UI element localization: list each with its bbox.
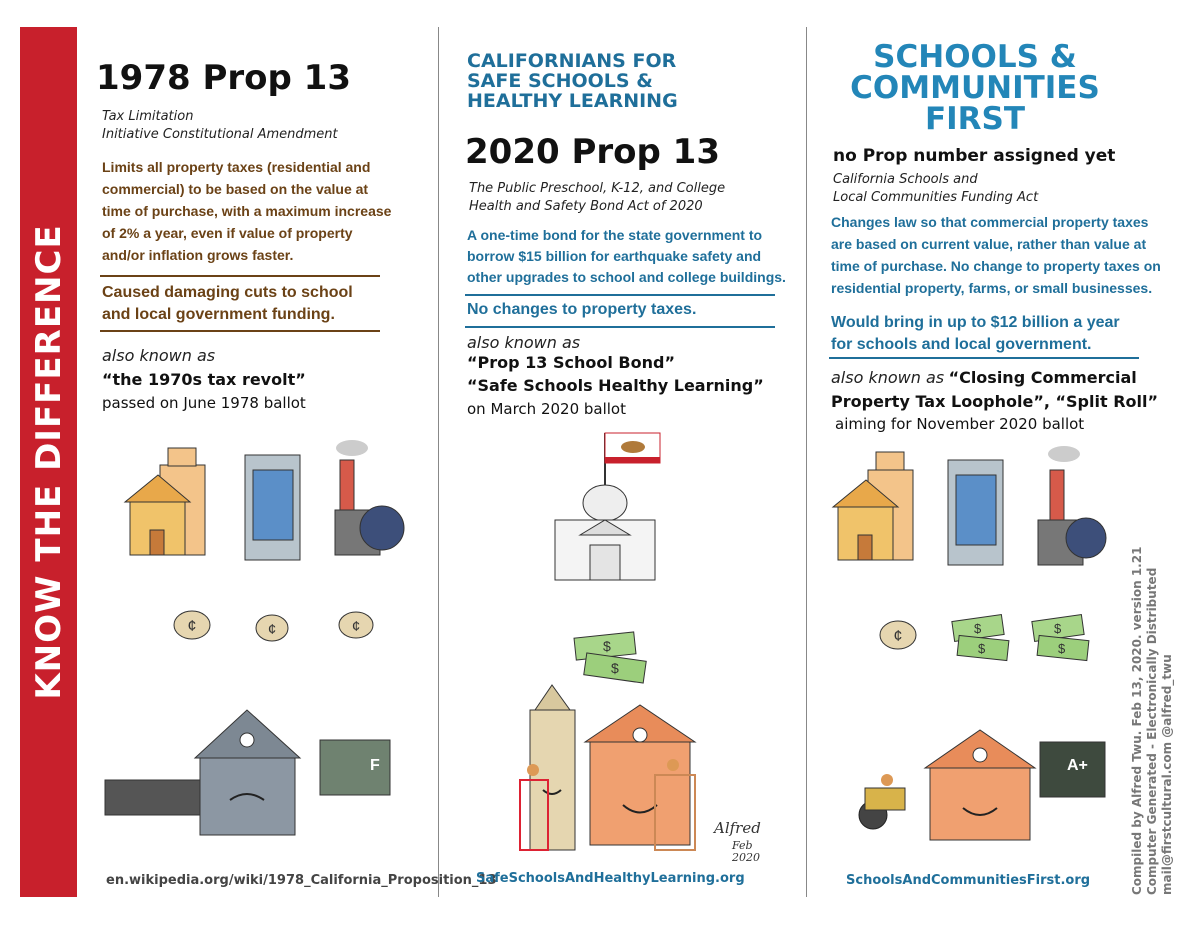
col2-description	[467, 225, 786, 288]
col2-org-line: HEALTHY LEARNING	[467, 90, 678, 112]
col3-ballot: aiming for November 2020 ballot	[835, 415, 1085, 433]
col2-subtitle-line1: The Public Preschool, K-12, and College	[469, 181, 726, 196]
col1-sad-school-illustration	[100, 700, 400, 850]
col3-org-line: COMMUNITIES	[850, 70, 1100, 106]
col3-title: no Prop number assigned yet	[833, 146, 1116, 166]
col3-aka-name1: “Closing Commercial	[948, 368, 1137, 387]
office-tower-icon	[948, 460, 1003, 565]
col3-effect-line: for schools and local government.	[831, 336, 1092, 353]
col1-title: 1978 Prop 13	[96, 58, 351, 98]
column-divider-2	[806, 27, 807, 897]
col2-desc-line: borrow $15 billion for earthquake safety and	[467, 248, 762, 264]
col3-aka-label: also known as	[831, 368, 945, 387]
col2-url-link[interactable]: SafeSchoolsAndHealthyLearning.org	[476, 871, 745, 886]
svg-text:Alfred: Alfred	[714, 819, 761, 837]
col3-org-name	[825, 39, 1125, 137]
svg-text:¢: ¢	[893, 628, 903, 645]
col2-aka-label: also known as	[467, 333, 581, 352]
california-flag-icon	[605, 433, 660, 485]
col1-aka-label: also known as	[102, 346, 216, 365]
coin-icon	[174, 611, 210, 639]
col1-desc-line: Limits all property taxes (residential and	[102, 159, 371, 175]
col3-subtitle	[833, 171, 1038, 207]
svg-text:$: $	[611, 660, 619, 676]
col2-org-line: CALIFORNIANS FOR	[467, 50, 677, 72]
col1-subtitle-line2: Initiative Constitutional Amendment	[102, 127, 338, 142]
col2-rule-top	[465, 294, 775, 296]
cash-bills-icon	[574, 632, 646, 683]
svg-text:A+: A+	[1067, 757, 1088, 774]
col1-desc-line: time of purchase, with a maximum increase	[102, 203, 392, 219]
svg-text:$: $	[978, 641, 986, 656]
col2-desc-line: other upgrades to school and college buildings.	[467, 269, 786, 285]
svg-text:F: F	[370, 757, 380, 774]
col3-subtitle-line2: Local Communities Funding Act	[833, 190, 1039, 205]
credits-block	[1130, 547, 1175, 895]
road-roller-icon	[859, 774, 905, 829]
happy-school-icon	[925, 730, 1035, 840]
col2-aka-name2: “Safe Schools Healthy Learning”	[467, 376, 764, 395]
col3-org-line: SCHOOLS &	[873, 39, 1077, 75]
col1-url-link[interactable]: en.wikipedia.org/wiki/1978_California_Proposition_13	[106, 873, 497, 888]
col2-aka-name1: “Prop 13 School Bond”	[467, 353, 675, 372]
col3-subtitle-line1: California Schools and	[833, 172, 978, 187]
side-banner-text: KNOW THE DIFFERENCE	[28, 224, 69, 700]
col1-effect	[102, 282, 353, 326]
col2-desc-line: A one-time bond for the state government to	[467, 227, 763, 243]
office-tower-icon	[245, 455, 300, 560]
coin-icon	[256, 615, 288, 641]
col3-buildings-illustration	[828, 440, 1108, 670]
col1-subtitle	[102, 108, 338, 144]
col3-desc-line: Changes law so that commercial property taxes	[831, 214, 1149, 230]
col1-desc-line: of 2% a year, even if value of property	[102, 225, 353, 241]
col2-org-line: SAFE SCHOOLS &	[467, 70, 653, 92]
col2-happy-school-illustration	[515, 680, 715, 860]
col1-desc-line: commercial) to be based on the value at	[102, 181, 369, 197]
col1-buildings-illustration	[120, 440, 410, 660]
col2-subtitle	[469, 180, 725, 216]
col1-aka-name: “the 1970s tax revolt”	[102, 370, 306, 389]
svg-text:¢: ¢	[267, 621, 277, 638]
col2-ballot: on March 2020 ballot	[467, 400, 626, 418]
svg-text:$: $	[974, 621, 982, 636]
col1-effect-line: Caused damaging cuts to school	[102, 284, 353, 301]
coin-icon	[880, 621, 916, 649]
chalkboard-icon	[1040, 742, 1105, 797]
col3-desc-line: residential property, farms, or small businesses.	[831, 280, 1153, 296]
credits-line: Compiled by Alfred Twu. Feb 13, 2020. version 1.21	[1130, 546, 1144, 895]
col2-effect: No changes to property taxes.	[467, 301, 697, 318]
cracked-road-icon	[105, 780, 205, 815]
col3-rule	[829, 357, 1139, 359]
column-divider-1	[438, 27, 439, 897]
col3-desc-line: time of purchase. No change to property taxes on	[831, 258, 1161, 274]
svg-text:¢: ¢	[351, 618, 361, 635]
factory-icon	[335, 440, 404, 555]
col2-signature	[712, 815, 772, 865]
svg-text:$: $	[1054, 621, 1062, 636]
col3-org-line: FIRST	[924, 101, 1026, 137]
col3-aka-line1	[831, 368, 1137, 388]
col2-rule-bottom	[465, 326, 775, 328]
col1-effect-line: and local government funding.	[102, 306, 335, 323]
col1-subtitle-line1: Tax Limitation	[102, 109, 194, 124]
col1-description	[102, 156, 391, 266]
chalkboard-icon	[320, 740, 390, 795]
svg-text:¢: ¢	[187, 618, 197, 635]
svg-text:Feb: Feb	[732, 839, 753, 852]
house-icon	[125, 448, 205, 555]
svg-text:$: $	[603, 638, 611, 654]
sad-school-icon	[195, 710, 300, 835]
col1-rule-top	[100, 275, 380, 277]
col3-effect	[831, 312, 1120, 356]
col3-description	[831, 211, 1161, 299]
col2-subtitle-line2: Health and Safety Bond Act of 2020	[469, 199, 703, 214]
credits-line: Computer Generated - Electronically Distributed	[1145, 567, 1159, 895]
col3-happy-school-illustration	[845, 720, 1115, 850]
credits-contact[interactable]: mail@firstcultural.com @alfred_twu	[1160, 654, 1174, 895]
side-banner	[20, 27, 77, 897]
col1-ballot: passed on June 1978 ballot	[102, 394, 306, 412]
col2-title: 2020 Prop 13	[465, 132, 720, 172]
svg-text:$: $	[1058, 641, 1066, 656]
col1-desc-line: and/or inflation grows faster.	[102, 247, 294, 263]
capitol-building-icon	[555, 485, 655, 580]
house-icon	[833, 452, 913, 560]
col1-rule-bottom	[100, 330, 380, 332]
coin-icon	[339, 612, 373, 638]
col3-desc-line: are based on current value, rather than value at	[831, 236, 1147, 252]
col3-url-link[interactable]: SchoolsAndCommunitiesFirst.org	[846, 873, 1091, 888]
cash-bills-icon	[1032, 615, 1089, 661]
col2-org-name	[467, 51, 678, 111]
svg-text:2020: 2020	[732, 851, 760, 864]
col3-aka-name2: Property Tax Loophole”, “Split Roll”	[831, 392, 1158, 411]
factory-icon	[1038, 446, 1106, 565]
cash-bills-icon	[952, 615, 1009, 661]
col2-capitol-illustration	[545, 425, 675, 685]
col3-effect-line: Would bring in up to $12 billion a year	[831, 314, 1120, 331]
